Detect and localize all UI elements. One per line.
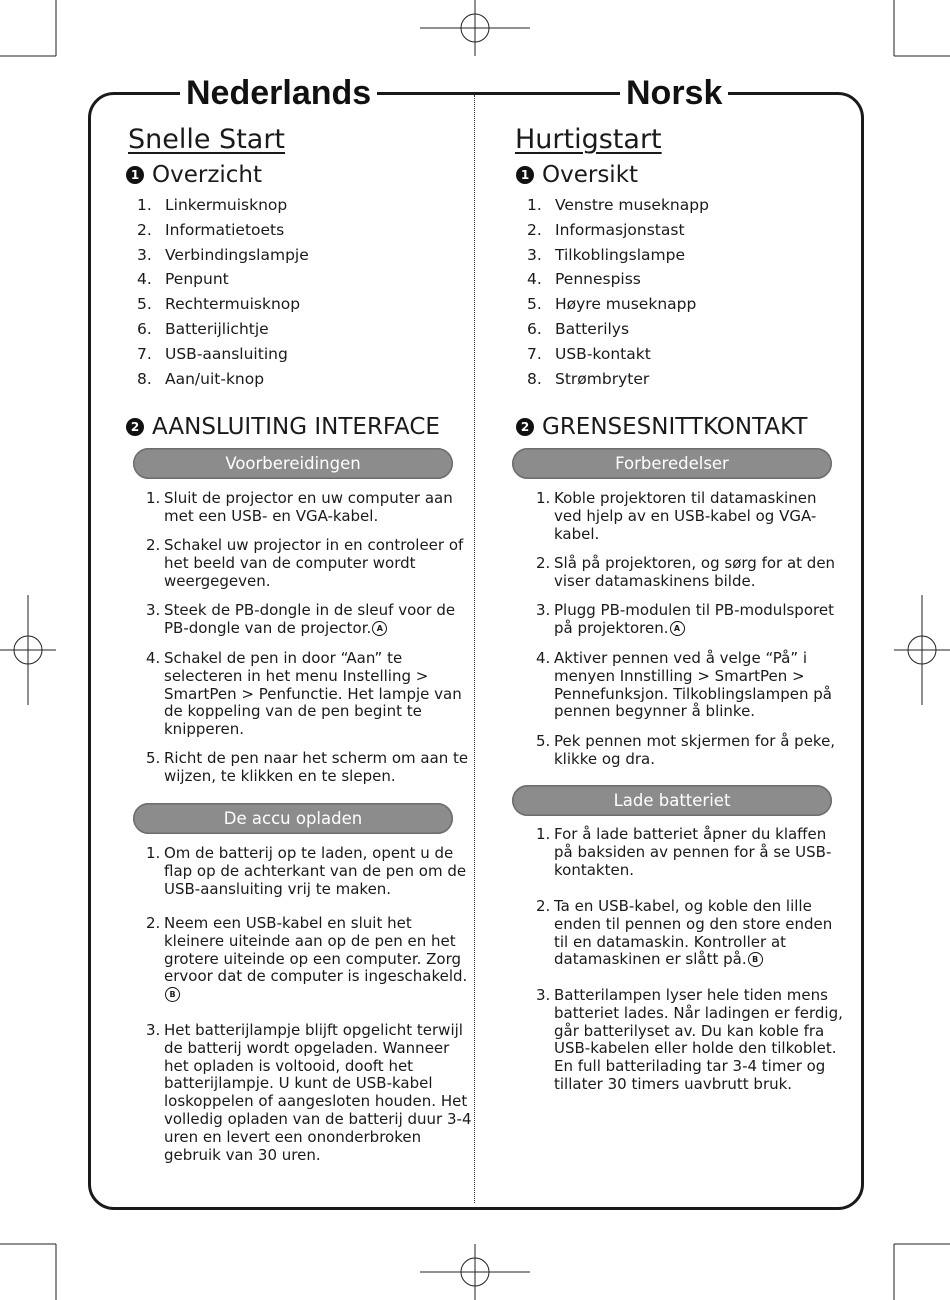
- overview-heading-text: Overzicht: [152, 162, 263, 188]
- charge-step: 3. Het batterijlampje blijft opgelicht terwijl de batterij wordt opgeladen. Wanneer het opladen is voltooid, dooft het batterijlampje. U kunt de USB-kabel loskoppelen of aangesloten houden. Het volledig opladen van de batterij duur 3-4 uren en levert een ononderbroken gebruik van 30 uren.: [146, 1021, 472, 1164]
- list-item: 3. Verbindingslampje: [137, 245, 309, 264]
- prep-step: 2. Slå på projektoren, og sørg for at den viser datamaskinens bilde.: [536, 554, 836, 590]
- interface-heading-text: AANSLUITING INTERFACE: [152, 414, 440, 440]
- quick-start-title: Hurtigstart: [515, 124, 662, 155]
- prep-step: 5. Pek pennen mot skjermen for å peke, klikke og dra.: [536, 732, 836, 768]
- charge-banner: De accu opladen: [133, 803, 453, 834]
- quick-start-title: Snelle Start: [128, 124, 286, 155]
- overview-heading: [126, 162, 262, 188]
- overview-list: [527, 193, 709, 391]
- prep-step: 4. Aktiver pennen ved å velge “På” i menyen Innstilling > SmartPen > Pennefunksjon. Tilkoblingslampen på pennen begynner å blinke.: [536, 649, 832, 721]
- marker-b-icon: B: [748, 952, 763, 967]
- overview-heading-text: Oversikt: [542, 162, 639, 188]
- prep-step: 3. Steek de PB-dongle in de sleuf voor de PB-dongle van de projector. A: [146, 601, 456, 637]
- language-title-left: Nederlands: [180, 72, 377, 114]
- list-item: 1. Venstre museknapp: [527, 196, 709, 214]
- prep-step: 5. Richt de pen naar het scherm om aan te wijzen, te klikken en te slepen.: [146, 749, 469, 785]
- prep-step: 1. Sluit de projector en uw computer aan met een USB- en VGA-kabel.: [146, 489, 453, 525]
- list-item: 2. Informasjonstast: [527, 220, 685, 239]
- list-item: 7. USB-aansluiting: [137, 344, 288, 363]
- marker-a-icon: A: [372, 621, 387, 636]
- list-item: 4. Penpunt: [137, 270, 229, 289]
- charge-step: 2. Neem een USB-kabel en sluit het kleinere uiteinde aan op de pen en het grotere uiteinde op een computer. Zorg ervoor dat de computer is ingeschakeld.B: [146, 915, 472, 1004]
- prep-banner: Voorbereidingen: [133, 448, 453, 479]
- list-item: 3. Tilkoblingslampe: [527, 245, 685, 264]
- charge-step: 2. Ta en USB-kabel, og koble den lille enden til pennen og den store enden til en datamaskin. Kontroller at datamaskinen er slått på. B: [536, 897, 833, 969]
- charge-step: 1. Om de batterij op te laden, opent u de flap op de achterkant van de pen om de USB-aansluiting vrij te maken.: [146, 844, 467, 898]
- overview-list: [137, 193, 309, 391]
- marker-a-icon: A: [670, 621, 685, 636]
- charge-step: 3. Batterilampen lyser hele tiden mens batteriet lades. Når ladingen er ferdig, går batterilyset av. Du kan koble fra USB-kabelen eller holde den tilkoblet. En full batterilading tar 3-4 timer og tillater 30 timers uavbrutt bruk.: [536, 986, 843, 1093]
- interface-heading: [126, 414, 440, 440]
- column-divider: [474, 95, 475, 1203]
- list-item: 6. Batterilys: [527, 319, 630, 338]
- list-item: 7. USB-kontakt: [527, 344, 651, 363]
- number-badge: 2: [126, 418, 144, 436]
- number-badge: 1: [126, 166, 144, 184]
- list-item: 1. Linkermuisknop: [137, 196, 288, 214]
- list-item: 5. Høyre museknapp: [527, 295, 697, 314]
- number-badge: 1: [516, 166, 534, 184]
- list-item: 8. Aan/uit-knop: [137, 369, 265, 388]
- prep-banner: Forberedelser: [512, 448, 832, 479]
- number-badge: 2: [516, 418, 534, 436]
- interface-heading-text: GRENSESNITTKONTAKT: [542, 414, 808, 440]
- list-item: 6. Batterijlichtje: [137, 319, 269, 338]
- list-item: 4. Pennespiss: [527, 270, 641, 289]
- prep-step: 2. Schakel uw projector in en controleer of het beeld van de computer wordt weergegeven.: [146, 536, 464, 590]
- prep-step: 1. Koble projektoren til datamaskinen ved hjelp av en USB-kabel og VGA-kabel.: [536, 489, 817, 543]
- interface-heading: [516, 414, 807, 440]
- charge-step: 1. For å lade batteriet åpner du klaffen på baksiden av pennen for å se USB-kontakten.: [536, 825, 832, 879]
- list-item: 5. Rechtermuisknop: [137, 295, 301, 314]
- list-item: 2. Informatietoets: [137, 220, 285, 239]
- prep-step: 4. Schakel de pen in door “Aan” te selecteren in het menu Instelling > SmartPen > Penfunctie. Het lampje van de koppeling van de pen begint te knipperen.: [146, 649, 462, 739]
- list-item: 8. Strømbryter: [527, 369, 650, 388]
- language-title-right: Norsk: [620, 72, 728, 114]
- overview-heading: [516, 162, 638, 188]
- marker-b-icon: B: [165, 987, 180, 1002]
- prep-step: 3. Plugg PB-modulen til PB-modulsporet på projektoren. A: [536, 601, 834, 637]
- charge-banner: Lade batteriet: [512, 785, 832, 816]
